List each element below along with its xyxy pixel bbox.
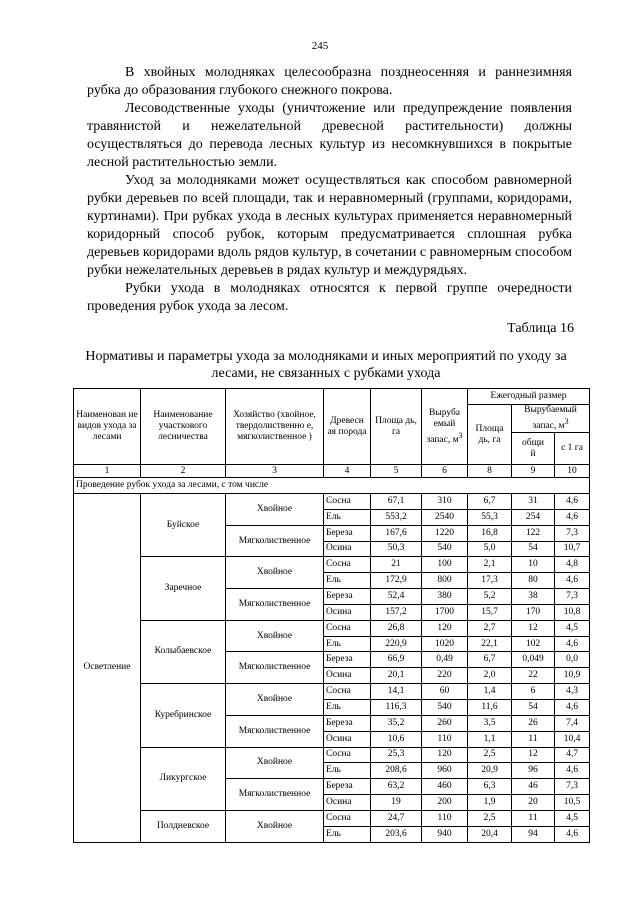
header-forestry: Наименование участкового лесничества [141,389,226,465]
body-text [87,64,572,316]
species-cell: Сосна [324,557,371,573]
annual-per-ha-cell: 4,3 [555,684,590,700]
annual-per-ha-cell: 4,7 [555,747,590,763]
species-cell: Береза [324,715,371,731]
paragraph: В хвойных молодняках целесообразна позднеосенняя и раннезимняя рубка до образования глубокого снежного покрова. [87,65,572,98]
header-area: Площа дь, га [371,389,422,465]
species-cell: Ель [324,509,371,525]
household-cell: Хвойное [226,494,324,526]
column-number: 5 [371,465,422,478]
stock-cell: 120 [422,620,468,636]
area-cell: 116,3 [371,699,422,715]
species-cell: Осина [324,795,371,811]
annual-total-cell: 102 [512,636,555,652]
annual-total-cell: 31 [512,494,555,510]
area-cell: 67,1 [371,494,422,510]
species-cell: Сосна [324,684,371,700]
species-cell: Ель [324,763,371,779]
annual-area-cell: 15,7 [468,604,512,620]
table-row [74,684,590,700]
area-cell: 52,4 [371,589,422,605]
annual-area-cell: 2,7 [468,620,512,636]
annual-area-cell: 11,6 [468,699,512,715]
table-row [74,747,590,763]
annual-area-cell: 20,9 [468,763,512,779]
forestry-cell: Буйское [141,494,226,557]
species-cell: Ель [324,826,371,842]
table-row [74,494,590,510]
stock-cell: 960 [422,763,468,779]
annual-total-cell: 46 [512,779,555,795]
area-cell: 157,2 [371,604,422,620]
column-number: 9 [512,465,555,478]
annual-area-cell: 6,7 [468,494,512,510]
annual-per-ha-cell: 7,3 [555,525,590,541]
annual-per-ha-cell: 4,6 [555,509,590,525]
area-cell: 50,3 [371,541,422,557]
stock-cell: 460 [422,779,468,795]
area-cell: 35,2 [371,715,422,731]
area-cell: 208,6 [371,763,422,779]
annual-area-cell: 55,3 [468,509,512,525]
forestry-cell: Ликургское [141,747,226,810]
species-cell: Береза [324,779,371,795]
column-number: 4 [324,465,371,478]
annual-area-cell: 6,7 [468,652,512,668]
annual-per-ha-cell: 10,5 [555,795,590,811]
annual-total-cell: 26 [512,715,555,731]
table-label: Таблица 16 [507,321,574,336]
stock-cell: 200 [422,795,468,811]
species-cell: Осина [324,731,371,747]
area-cell: 167,6 [371,525,422,541]
species-cell: Ель [324,699,371,715]
annual-area-cell: 2,5 [468,747,512,763]
stock-cell: 1020 [422,636,468,652]
table-title: Нормативы и параметры ухода за молодняками и иных мероприятий по уходу за лесами, не связанных с рубками ухода [85,349,567,381]
area-cell: 24,7 [371,810,422,826]
header-per-ha: с 1 га [555,433,590,465]
annual-per-ha-cell: 10,8 [555,604,590,620]
column-number: 10 [555,465,590,478]
household-cell: Мягколиственное [226,715,324,747]
header-stock [422,389,468,465]
column-number: 8 [468,465,512,478]
household-cell: Мягколиственное [226,779,324,811]
species-cell: Осина [324,604,371,620]
area-cell: 21 [371,557,422,573]
annual-total-cell: 12 [512,620,555,636]
household-cell: Хвойное [226,620,324,652]
stock-cell: 220 [422,668,468,684]
stock-cell: 60 [422,684,468,700]
annual-area-cell: 20,4 [468,826,512,842]
stock-cell: 540 [422,699,468,715]
species-cell: Сосна [324,747,371,763]
stock-cell: 1700 [422,604,468,620]
annual-per-ha-cell: 4,5 [555,810,590,826]
annual-per-ha-cell: 0,0 [555,652,590,668]
stock-cell: 100 [422,557,468,573]
annual-per-ha-cell: 4,6 [555,573,590,589]
table-row [74,620,590,636]
column-number: 6 [422,465,468,478]
section-label: Проведение рубок ухода за лесами, с том числе [74,478,590,494]
annual-per-ha-cell: 4,6 [555,826,590,842]
annual-per-ha-cell: 10,7 [555,541,590,557]
header-total [512,433,555,465]
area-cell: 26,8 [371,620,422,636]
annual-total-cell: 0,049 [512,652,555,668]
annual-total-cell: 96 [512,763,555,779]
column-number: 1 [74,465,141,478]
forestry-cell: Куребринское [141,684,226,747]
table-row [74,810,590,826]
paragraph: Рубки ухода в молодняках относятся к первой группе очередности проведения рубок ухода за лесом. [87,281,572,314]
annual-per-ha-cell: 7,3 [555,779,590,795]
stock-cell: 120 [422,747,468,763]
annual-area-cell: 2,1 [468,557,512,573]
household-cell: Мягколиственное [226,652,324,684]
species-cell: Береза [324,525,371,541]
forestry-cell: Полдневское [141,810,226,842]
species-cell: Осина [324,541,371,557]
annual-per-ha-cell: 4,6 [555,494,590,510]
species-cell: Ель [324,573,371,589]
stock-cell: 310 [422,494,468,510]
annual-total-cell: 22 [512,668,555,684]
annual-area-cell: 6,3 [468,779,512,795]
paragraph: Лесоводственные уходы (уничтожение или предупреждение появления травянистой и нежелательной древесной растительности) должны осуществляться до перевода лесных культур из несомкнувшихся в покрытые лесной растительностью земли. [87,101,572,170]
forestry-cell: Заречное [141,557,226,620]
species-cell: Сосна [324,620,371,636]
area-cell: 220,9 [371,636,422,652]
annual-total-cell: 38 [512,589,555,605]
annual-area-cell: 1,9 [468,795,512,811]
norms-table [73,388,590,843]
header-annual: Ежегодный размер [468,389,590,405]
annual-per-ha-cell: 4,5 [555,620,590,636]
household-cell: Мягколиственное [226,589,324,621]
species-cell: Береза [324,652,371,668]
area-cell: 20,1 [371,668,422,684]
annual-total-cell: 12 [512,747,555,763]
header-stock-text: Выруба емый запас, м [426,407,461,445]
household-cell: Мягколиственное [226,525,324,557]
household-cell: Хвойное [226,557,324,589]
header-annual-area: Площа дь, га [468,405,512,465]
annual-area-cell: 1,1 [468,731,512,747]
forestry-cell: Колыбаевское [141,620,226,683]
header-household: Хозяйство (хвойное, твердолиственно е, мягколиственное ) [226,389,324,465]
area-cell: 10,6 [371,731,422,747]
area-cell: 66,9 [371,652,422,668]
stock-cell: 0,49 [422,652,468,668]
annual-total-cell: 20 [512,795,555,811]
annual-per-ha-cell: 7,3 [555,589,590,605]
annual-per-ha-cell: 4,6 [555,636,590,652]
annual-total-cell: 54 [512,699,555,715]
area-cell: 14,1 [371,684,422,700]
annual-total-cell: 94 [512,826,555,842]
stock-cell: 1220 [422,525,468,541]
header-harvest [512,405,590,433]
annual-per-ha-cell: 4,6 [555,699,590,715]
column-number: 2 [141,465,226,478]
stock-cell: 110 [422,810,468,826]
table-row [74,557,590,573]
header-species: Древесн ая порода [324,389,371,465]
column-number: 3 [226,465,324,478]
species-cell: Береза [324,589,371,605]
stock-cell: 2540 [422,509,468,525]
annual-area-cell: 2,5 [468,810,512,826]
annual-per-ha-cell: 10,9 [555,668,590,684]
annual-area-cell: 3,5 [468,715,512,731]
annual-total-cell: 80 [512,573,555,589]
annual-per-ha-cell: 4,6 [555,763,590,779]
area-cell: 63,2 [371,779,422,795]
area-cell: 25,3 [371,747,422,763]
stock-cell: 800 [422,573,468,589]
species-cell: Ель [324,636,371,652]
annual-per-ha-cell: 10,4 [555,731,590,747]
species-cell: Сосна [324,810,371,826]
header-stock-sup: 3 [458,430,463,440]
header-harvest-sup: 3 [564,417,569,426]
page-number: 245 [311,40,329,52]
stock-cell: 940 [422,826,468,842]
section-row [74,478,590,494]
header-care-type: Наименован ие видов ухода за лесами [74,389,141,465]
stock-cell: 110 [422,731,468,747]
area-cell: 172,9 [371,573,422,589]
annual-area-cell: 1,4 [468,684,512,700]
stock-cell: 260 [422,715,468,731]
household-cell: Хвойное [226,684,324,716]
annual-total-cell: 170 [512,604,555,620]
species-cell: Сосна [324,494,371,510]
annual-area-cell: 22,1 [468,636,512,652]
household-cell: Хвойное [226,810,324,842]
annual-total-cell: 11 [512,731,555,747]
paragraph: Уход за молодняками может осуществляться как способом равномерной рубки деревьев по всей площади, так и неравномерный (группами, коридорами, куртинами). При рубках ухода в лесных культурах применяется неравномерный коридорный способ рубок, которым предусматривается сплошная рубка деревьев коридорами вдоль рядов культур, в сочетании с равномерным способом рубки нежелательных деревьев в рядах культур и междурядьях. [87,173,572,278]
annual-per-ha-cell: 4,8 [555,557,590,573]
annual-total-cell: 10 [512,557,555,573]
annual-area-cell: 2,0 [468,668,512,684]
annual-area-cell: 16,8 [468,525,512,541]
annual-total-cell: 6 [512,684,555,700]
column-numbers-row [74,465,590,478]
header-total-text: общи й [522,437,544,459]
stock-cell: 540 [422,541,468,557]
header-harvest-text: Вырубаемый запас, м [524,405,577,432]
annual-per-ha-cell: 7,4 [555,715,590,731]
stock-cell: 380 [422,589,468,605]
area-cell: 19 [371,795,422,811]
annual-area-cell: 5,0 [468,541,512,557]
annual-area-cell: 5,2 [468,589,512,605]
care-type-cell: Осветление [74,494,141,843]
household-cell: Хвойное [226,747,324,779]
annual-total-cell: 11 [512,810,555,826]
annual-area-cell: 17,3 [468,573,512,589]
area-cell: 203,6 [371,826,422,842]
annual-total-cell: 54 [512,541,555,557]
area-cell: 553,2 [371,509,422,525]
annual-total-cell: 122 [512,525,555,541]
annual-total-cell: 254 [512,509,555,525]
species-cell: Осина [324,668,371,684]
